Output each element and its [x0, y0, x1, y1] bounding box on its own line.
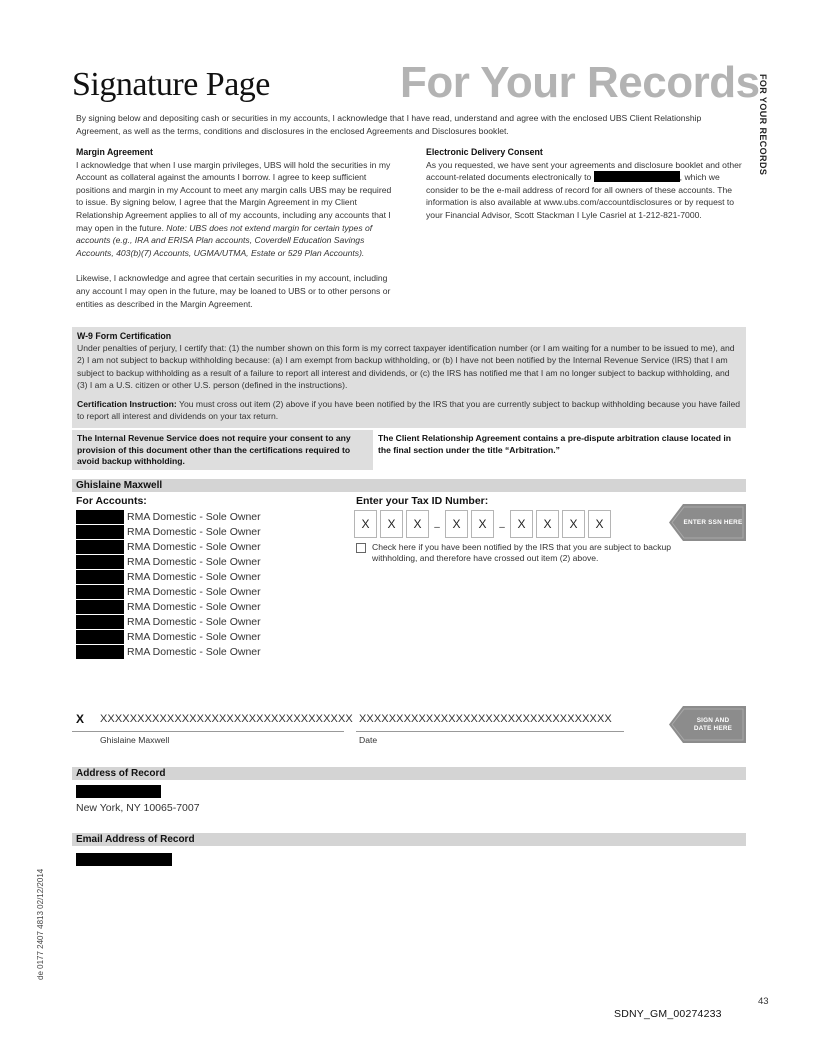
- side-tab-label: FOR YOUR RECORDS: [758, 74, 768, 176]
- redacted-account-number: [76, 615, 124, 629]
- irs-consent-notice: The Internal Revenue Service does not require your consent to any provision of this document other than the certifications required to avoid backup withholding.: [72, 430, 373, 470]
- arbitration-notice: The Client Relationship Agreement contains a pre-dispute arbitration clause located in the final section under the title “Arbitration.”: [378, 433, 732, 455]
- w9-body: Under penalties of perjury, I certify that: (1) the number shown on this form is my correct taxpayer identification number (or I am waiting for a number to be issued to me), and 2) I am not subject to backup withholding because: (a) I am exempt from backup withholding, or (b) I have not been notified by the Internal Revenue Service (IRS) that I am subject to backup withholding as a result of a failure to report all interest and dividends, or (c) the IRS has notified me that I am no longer subject to backup withholding, and (3) I am a U.S. citizen or other U.S. person (defined in the instructions).: [77, 343, 735, 390]
- account-type: RMA Domestic - Sole Owner: [127, 615, 261, 628]
- account-row: [76, 584, 261, 599]
- redacted-account-number: [76, 630, 124, 644]
- email-heading-bar: Email Address of Record: [72, 833, 746, 846]
- tax-id-dash: –: [499, 521, 505, 533]
- account-type: RMA Domestic - Sole Owner: [127, 540, 261, 553]
- redacted-account-number: [76, 540, 124, 554]
- bates-number: SDNY_GM_00274233: [614, 1008, 722, 1020]
- tax-id-dash: –: [434, 521, 440, 533]
- sign-date-label: SIGN AND DATE HERE: [693, 716, 733, 732]
- redacted-account-number: [76, 510, 124, 524]
- backup-withholding-checkbox-row[interactable]: [356, 542, 686, 564]
- tax-id-digit-box[interactable]: X: [380, 510, 403, 538]
- tax-id-digit-box[interactable]: X: [445, 510, 468, 538]
- account-type: RMA Domestic - Sole Owner: [127, 600, 261, 613]
- owner-name-bar: Ghislaine Maxwell: [72, 479, 746, 492]
- electronic-delivery-section: [426, 146, 744, 222]
- account-row: [76, 539, 261, 554]
- redacted-account-number: [76, 570, 124, 584]
- margin-likewise: Likewise, I acknowledge and agree that certain securities in my account, including any account I may open in the future, may be loaned to UBS or to other persons or entities as described in the Margin Agreement.: [76, 273, 391, 309]
- tax-id-digit-box[interactable]: X: [562, 510, 585, 538]
- accounts-label: For Accounts:: [76, 495, 147, 507]
- sign-here-arrow-icon: [669, 706, 746, 743]
- margin-agreement-section: [76, 146, 394, 310]
- tax-id-label: Enter your Tax ID Number:: [356, 495, 489, 507]
- account-type: RMA Domestic - Sole Owner: [127, 510, 261, 523]
- w9-heading: W-9 Form Certification: [77, 331, 172, 341]
- margin-note: Note: UBS does not extend margin for certain types of accounts (e.g., IRA and ERISA Plan accounts, Coverdell Education Savings Accounts, 403(b)(7) Accounts, UGMA/UTMA, Estate or 529 Plan Accounts).: [76, 222, 373, 258]
- account-row: [76, 569, 261, 584]
- tax-id-digit-box[interactable]: X: [536, 510, 559, 538]
- cert-label: Certification Instruction:: [77, 399, 177, 410]
- address-city-line: New York, NY 10065-7007: [76, 802, 200, 814]
- redacted-account-number: [76, 645, 124, 659]
- redacted-email-address: [76, 853, 172, 866]
- for-your-records-banner: For Your Records: [400, 58, 760, 107]
- tax-id-digit-box[interactable]: X: [354, 510, 377, 538]
- edelivery-heading: Electronic Delivery Consent: [426, 147, 543, 157]
- account-type: RMA Domestic - Sole Owner: [127, 570, 261, 583]
- tax-id-digit-box[interactable]: X: [588, 510, 611, 538]
- account-type: RMA Domestic - Sole Owner: [127, 585, 261, 598]
- backup-withholding-checkbox[interactable]: [356, 543, 366, 553]
- w9-cert-instruction: [77, 398, 741, 422]
- page-title: Signature Page: [72, 66, 270, 103]
- account-row: [76, 629, 261, 644]
- account-type: RMA Domestic - Sole Owner: [127, 645, 261, 658]
- redacted-account-number: [76, 600, 124, 614]
- edelivery-body-1: As you requested, we have sent your agreements and disclosure booklet and other account-related documents electronically to: [426, 159, 742, 183]
- tax-id-digit-box[interactable]: X: [510, 510, 533, 538]
- redacted-email-inline: [594, 171, 680, 182]
- account-row: [76, 614, 261, 629]
- enter-ssn-label: ENTER SSN HERE: [683, 518, 743, 526]
- address-heading-bar: Address of Record: [72, 767, 746, 780]
- enter-ssn-arrow-icon: [669, 504, 746, 541]
- margin-body: I acknowledge that when I use margin privileges, UBS will hold the securities in my Account as collateral against the amounts I borrow. I agree to keep sufficient positions and margin in my Account to meet any margin calls UBS may be required to issue. By signing below, I agree that the Margin Agreement in my Client Relationship Agreement applies to all of my accounts, including any accounts that I may open in the future.: [76, 159, 392, 233]
- margin-heading: Margin Agreement: [76, 147, 153, 157]
- account-row: [76, 524, 261, 539]
- account-row: [76, 554, 261, 569]
- signature-field[interactable]: XXXXXXXXXXXXXXXXXXXXXXXXXXXXXXXXXX: [100, 713, 353, 725]
- intro-paragraph: By signing below and depositing cash or securities in my accounts, I acknowledge that I have read, understand and agree with the enclosed UBS Client Relationship Agreement, as well as the terms, conditions and disclosures in the enclosed Agreements and Disclosures booklet.: [76, 113, 702, 136]
- account-row: [76, 509, 261, 524]
- signature-underline: [72, 731, 344, 732]
- account-type: RMA Domestic - Sole Owner: [127, 555, 261, 568]
- signer-name-label: Ghislaine Maxwell: [100, 735, 170, 745]
- date-field[interactable]: XXXXXXXXXXXXXXXXXXXXXXXXXXXXXXXXXX: [359, 713, 612, 725]
- signature-x-mark: X: [76, 712, 85, 726]
- date-label: Date: [359, 735, 378, 745]
- redacted-account-number: [76, 585, 124, 599]
- redacted-street-address: [76, 785, 161, 798]
- cert-body: You must cross out item (2) above if you have been notified by the IRS that you are currently subject to backup withholding because you have failed to report all interest and dividends on your tax return.: [77, 399, 741, 422]
- tax-id-input-group[interactable]: [354, 510, 614, 538]
- accounts-list: [76, 509, 261, 659]
- tax-id-digit-box[interactable]: X: [471, 510, 494, 538]
- account-type: RMA Domestic - Sole Owner: [127, 525, 261, 538]
- page-number: 43: [758, 996, 769, 1007]
- edelivery-body-2: , which we consider to be the e-mail address of record for all owners of these accounts. The information is also available at www.ubs.com/accountdisclosures or by request to your Financial Advisor, Scott Stackman I Lyle Casriel at 1-212-821-7000.: [426, 172, 735, 220]
- account-row: [76, 644, 261, 659]
- tax-id-digit-box[interactable]: X: [406, 510, 429, 538]
- account-type: RMA Domestic - Sole Owner: [127, 630, 261, 643]
- document-code: de 0177 2407 4813 02/12/2014: [36, 868, 45, 980]
- redacted-account-number: [76, 525, 124, 539]
- account-row: [76, 599, 261, 614]
- date-underline: [356, 731, 624, 732]
- redacted-account-number: [76, 555, 124, 569]
- w9-certification-box: [72, 327, 746, 428]
- checkbox-label: Check here if you have been notified by the IRS that you are subject to backup withholding, and therefore have crossed out item (2) above.: [372, 542, 672, 563]
